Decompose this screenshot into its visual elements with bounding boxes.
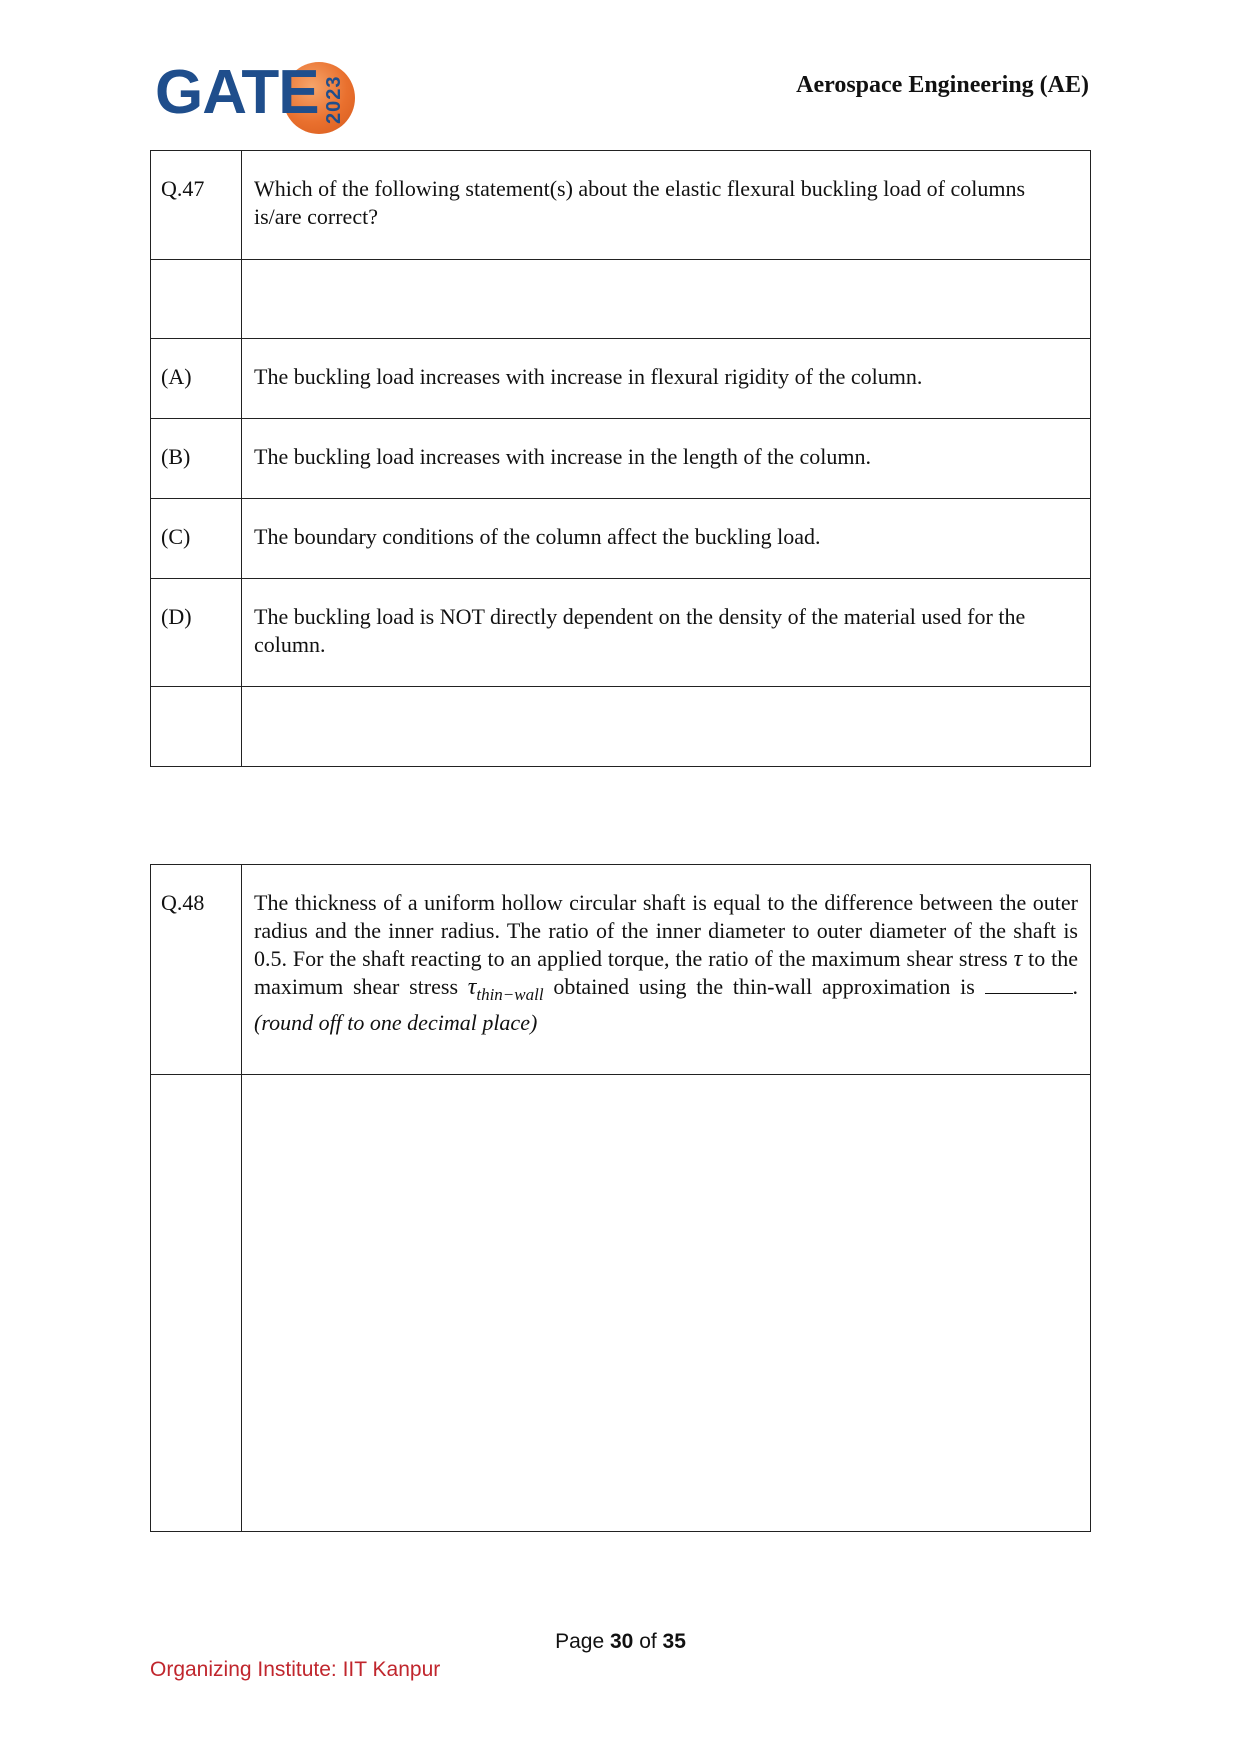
total-pages: 35 bbox=[662, 1630, 686, 1653]
current-page: 30 bbox=[609, 1630, 634, 1653]
blank-row bbox=[151, 1075, 1091, 1532]
tau-symbol: τ bbox=[1013, 946, 1023, 972]
option-text: The buckling load increases with increase in the length of the column. bbox=[242, 419, 1091, 499]
tau-thin-wall-symbol: τ bbox=[467, 974, 477, 1000]
question-number: Q.47 bbox=[151, 151, 242, 260]
rounding-instruction: (round off to one decimal place) bbox=[254, 1010, 538, 1035]
tau-subscript: thin−wall bbox=[476, 985, 544, 1004]
question-text-part2: to the maximum shear stress bbox=[254, 946, 1079, 999]
gate-2023-logo bbox=[155, 58, 355, 138]
blank-row bbox=[151, 260, 1091, 339]
option-row-c bbox=[151, 499, 1091, 579]
option-text: The boundary conditions of the column affect the buckling load. bbox=[242, 499, 1091, 579]
question-text-part1: The thickness of a uniform hollow circular shaft is equal to the difference between the outer radius and the inner radius. The ratio of the inner diameter to outer diameter of the shaft is 0.5. For the shaft reacting to an applied torque, the ratio of the maximum shear stress bbox=[254, 890, 1078, 971]
option-row-a bbox=[151, 339, 1091, 419]
option-row-b bbox=[151, 419, 1091, 499]
page-number: Page 30 of 35 bbox=[555, 1630, 686, 1653]
question-text-part3: obtained using the thin-wall approximation is bbox=[553, 974, 975, 999]
logo-year: 2023 bbox=[323, 75, 345, 124]
question-47-table bbox=[150, 150, 1091, 767]
option-text: The buckling load is NOT directly dependent on the density of the material used for the column. bbox=[242, 579, 1091, 687]
option-label: (B) bbox=[151, 419, 242, 499]
answer-blank bbox=[985, 973, 1073, 994]
blank-row bbox=[151, 687, 1091, 767]
option-label: (D) bbox=[151, 579, 242, 687]
subject-title: Aerospace Engineering (AE) bbox=[796, 72, 1089, 98]
question-text-part4: . bbox=[1072, 974, 1078, 999]
option-row-d bbox=[151, 579, 1091, 687]
logo-text: GATE bbox=[155, 58, 319, 127]
question-row bbox=[151, 151, 1091, 260]
option-label: (A) bbox=[151, 339, 242, 419]
question-text: Which of the following statement(s) about the elastic flexural buckling load of columns is/are correct? bbox=[242, 151, 1091, 260]
question-text bbox=[242, 865, 1091, 1075]
question-number: Q.48 bbox=[151, 865, 242, 1075]
option-text: The buckling load increases with increase in flexural rigidity of the column. bbox=[242, 339, 1091, 419]
organizing-institute: Organizing Institute: IIT Kanpur bbox=[150, 1658, 441, 1681]
question-48-table bbox=[150, 864, 1091, 1532]
question-row bbox=[151, 865, 1091, 1075]
option-label: (C) bbox=[151, 499, 242, 579]
